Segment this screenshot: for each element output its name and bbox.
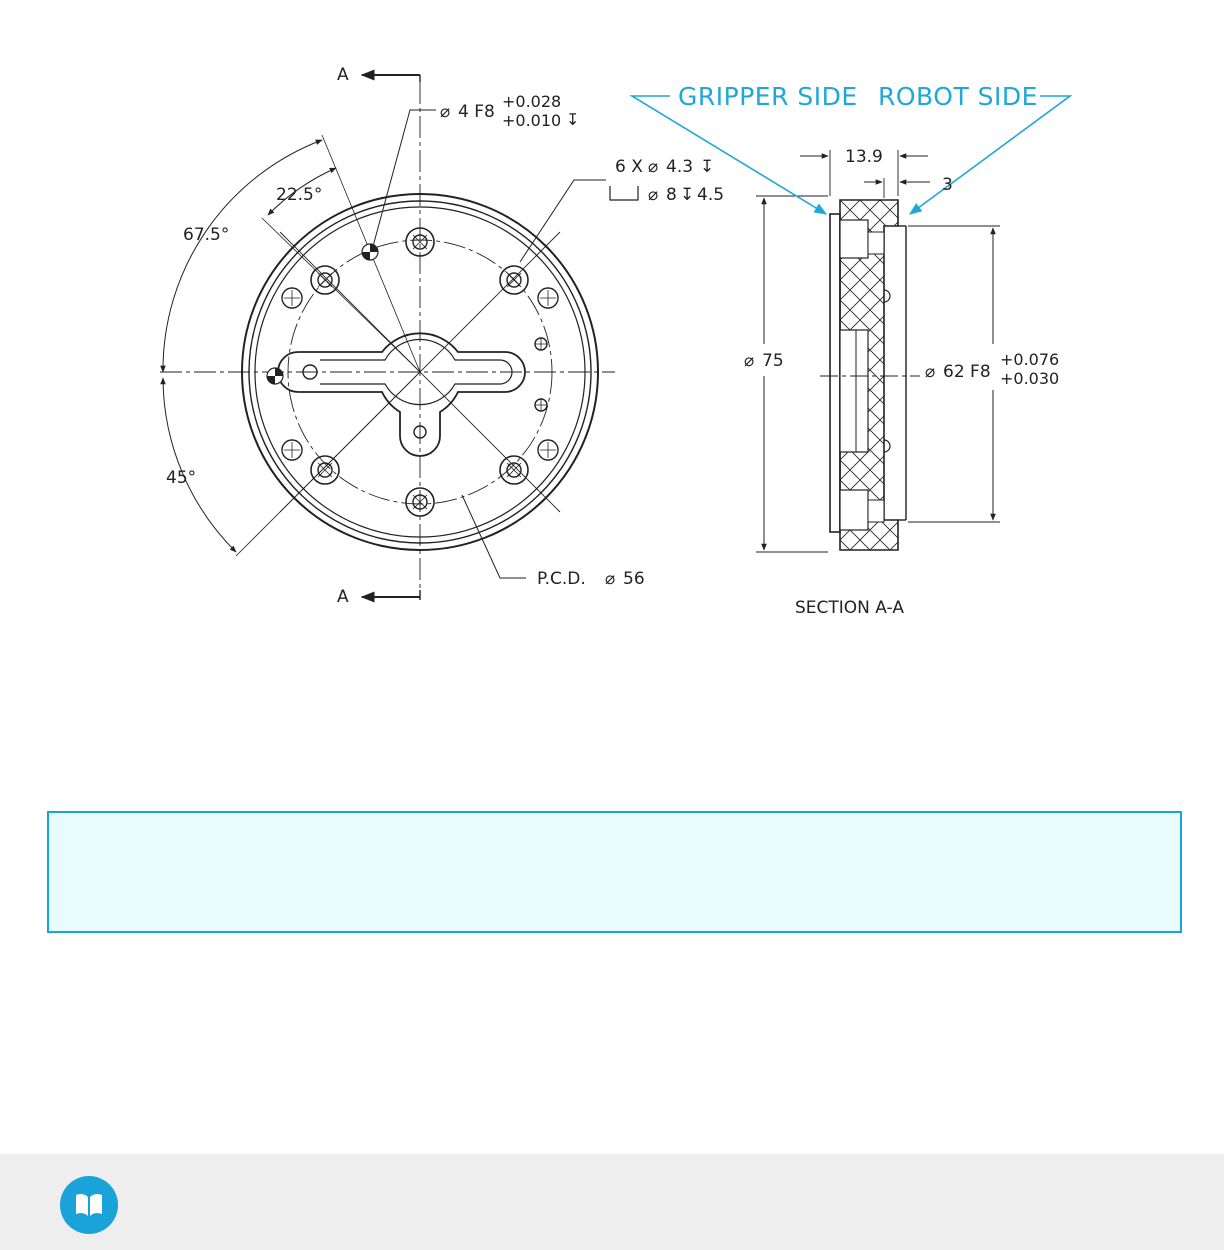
pin-depth-symbol: ↧ <box>566 110 580 129</box>
pilot-diameter-symbol: ⌀ <box>925 362 936 382</box>
section-view <box>756 150 1000 552</box>
pin-diameter-symbol: ⌀ <box>440 102 451 122</box>
note-box <box>47 811 1182 933</box>
angle-22-5-label: 22.5° <box>276 185 323 205</box>
section-view-labels <box>744 147 1059 618</box>
book-icon <box>74 1192 104 1218</box>
section-title: SECTION A-A <box>795 598 904 618</box>
cbore-depth-symbol: ↧ <box>680 185 695 205</box>
pin-tol-upper: +0.028 <box>502 92 562 111</box>
cbore-diameter-symbol: ⌀ <box>648 185 659 205</box>
cbore-diameter-label: 8 <box>666 185 677 205</box>
cbore-symbol <box>610 186 638 200</box>
gripper-side-callout: GRIPPER SIDE <box>678 82 858 111</box>
pilot-tol-lower: +0.030 <box>1000 369 1060 388</box>
cbore-depth-label: 4.5 <box>697 185 725 205</box>
pcd-label: P.C.D. <box>537 569 586 589</box>
bolt-diameter-label: 4.3 <box>666 157 694 177</box>
angle-67-5-label: 67.5° <box>183 225 230 245</box>
front-view-labels <box>166 65 724 607</box>
front-view <box>160 75 615 600</box>
book-button[interactable] <box>60 1176 118 1234</box>
pilot-diameter-label: 62 F8 <box>943 362 991 382</box>
pilot-tol-upper: +0.076 <box>1000 350 1060 369</box>
bolt-depth-symbol: ↧ <box>700 157 715 177</box>
section-label-bottom: A <box>337 587 349 607</box>
thickness-label: 13.9 <box>845 147 883 167</box>
outer-diameter-symbol: ⌀ <box>744 351 755 371</box>
pin-diameter-label: 4 F8 <box>458 102 495 122</box>
pcd-diameter-symbol: ⌀ <box>605 569 616 589</box>
pin-tol-lower: +0.010 <box>502 111 562 130</box>
outer-diameter-label: 75 <box>762 351 784 371</box>
datum-targets <box>267 244 378 384</box>
robot-side-callout: ROBOT SIDE <box>878 82 1038 111</box>
footer-bar <box>0 1154 1224 1250</box>
bolt-count-label: 6 X <box>615 157 643 177</box>
pcd-value: 56 <box>623 569 645 589</box>
step-label: 3 <box>942 175 953 195</box>
angle-45-label: 45° <box>166 468 197 488</box>
bolt-diameter-symbol: ⌀ <box>648 157 659 177</box>
section-label-top: A <box>337 65 349 85</box>
